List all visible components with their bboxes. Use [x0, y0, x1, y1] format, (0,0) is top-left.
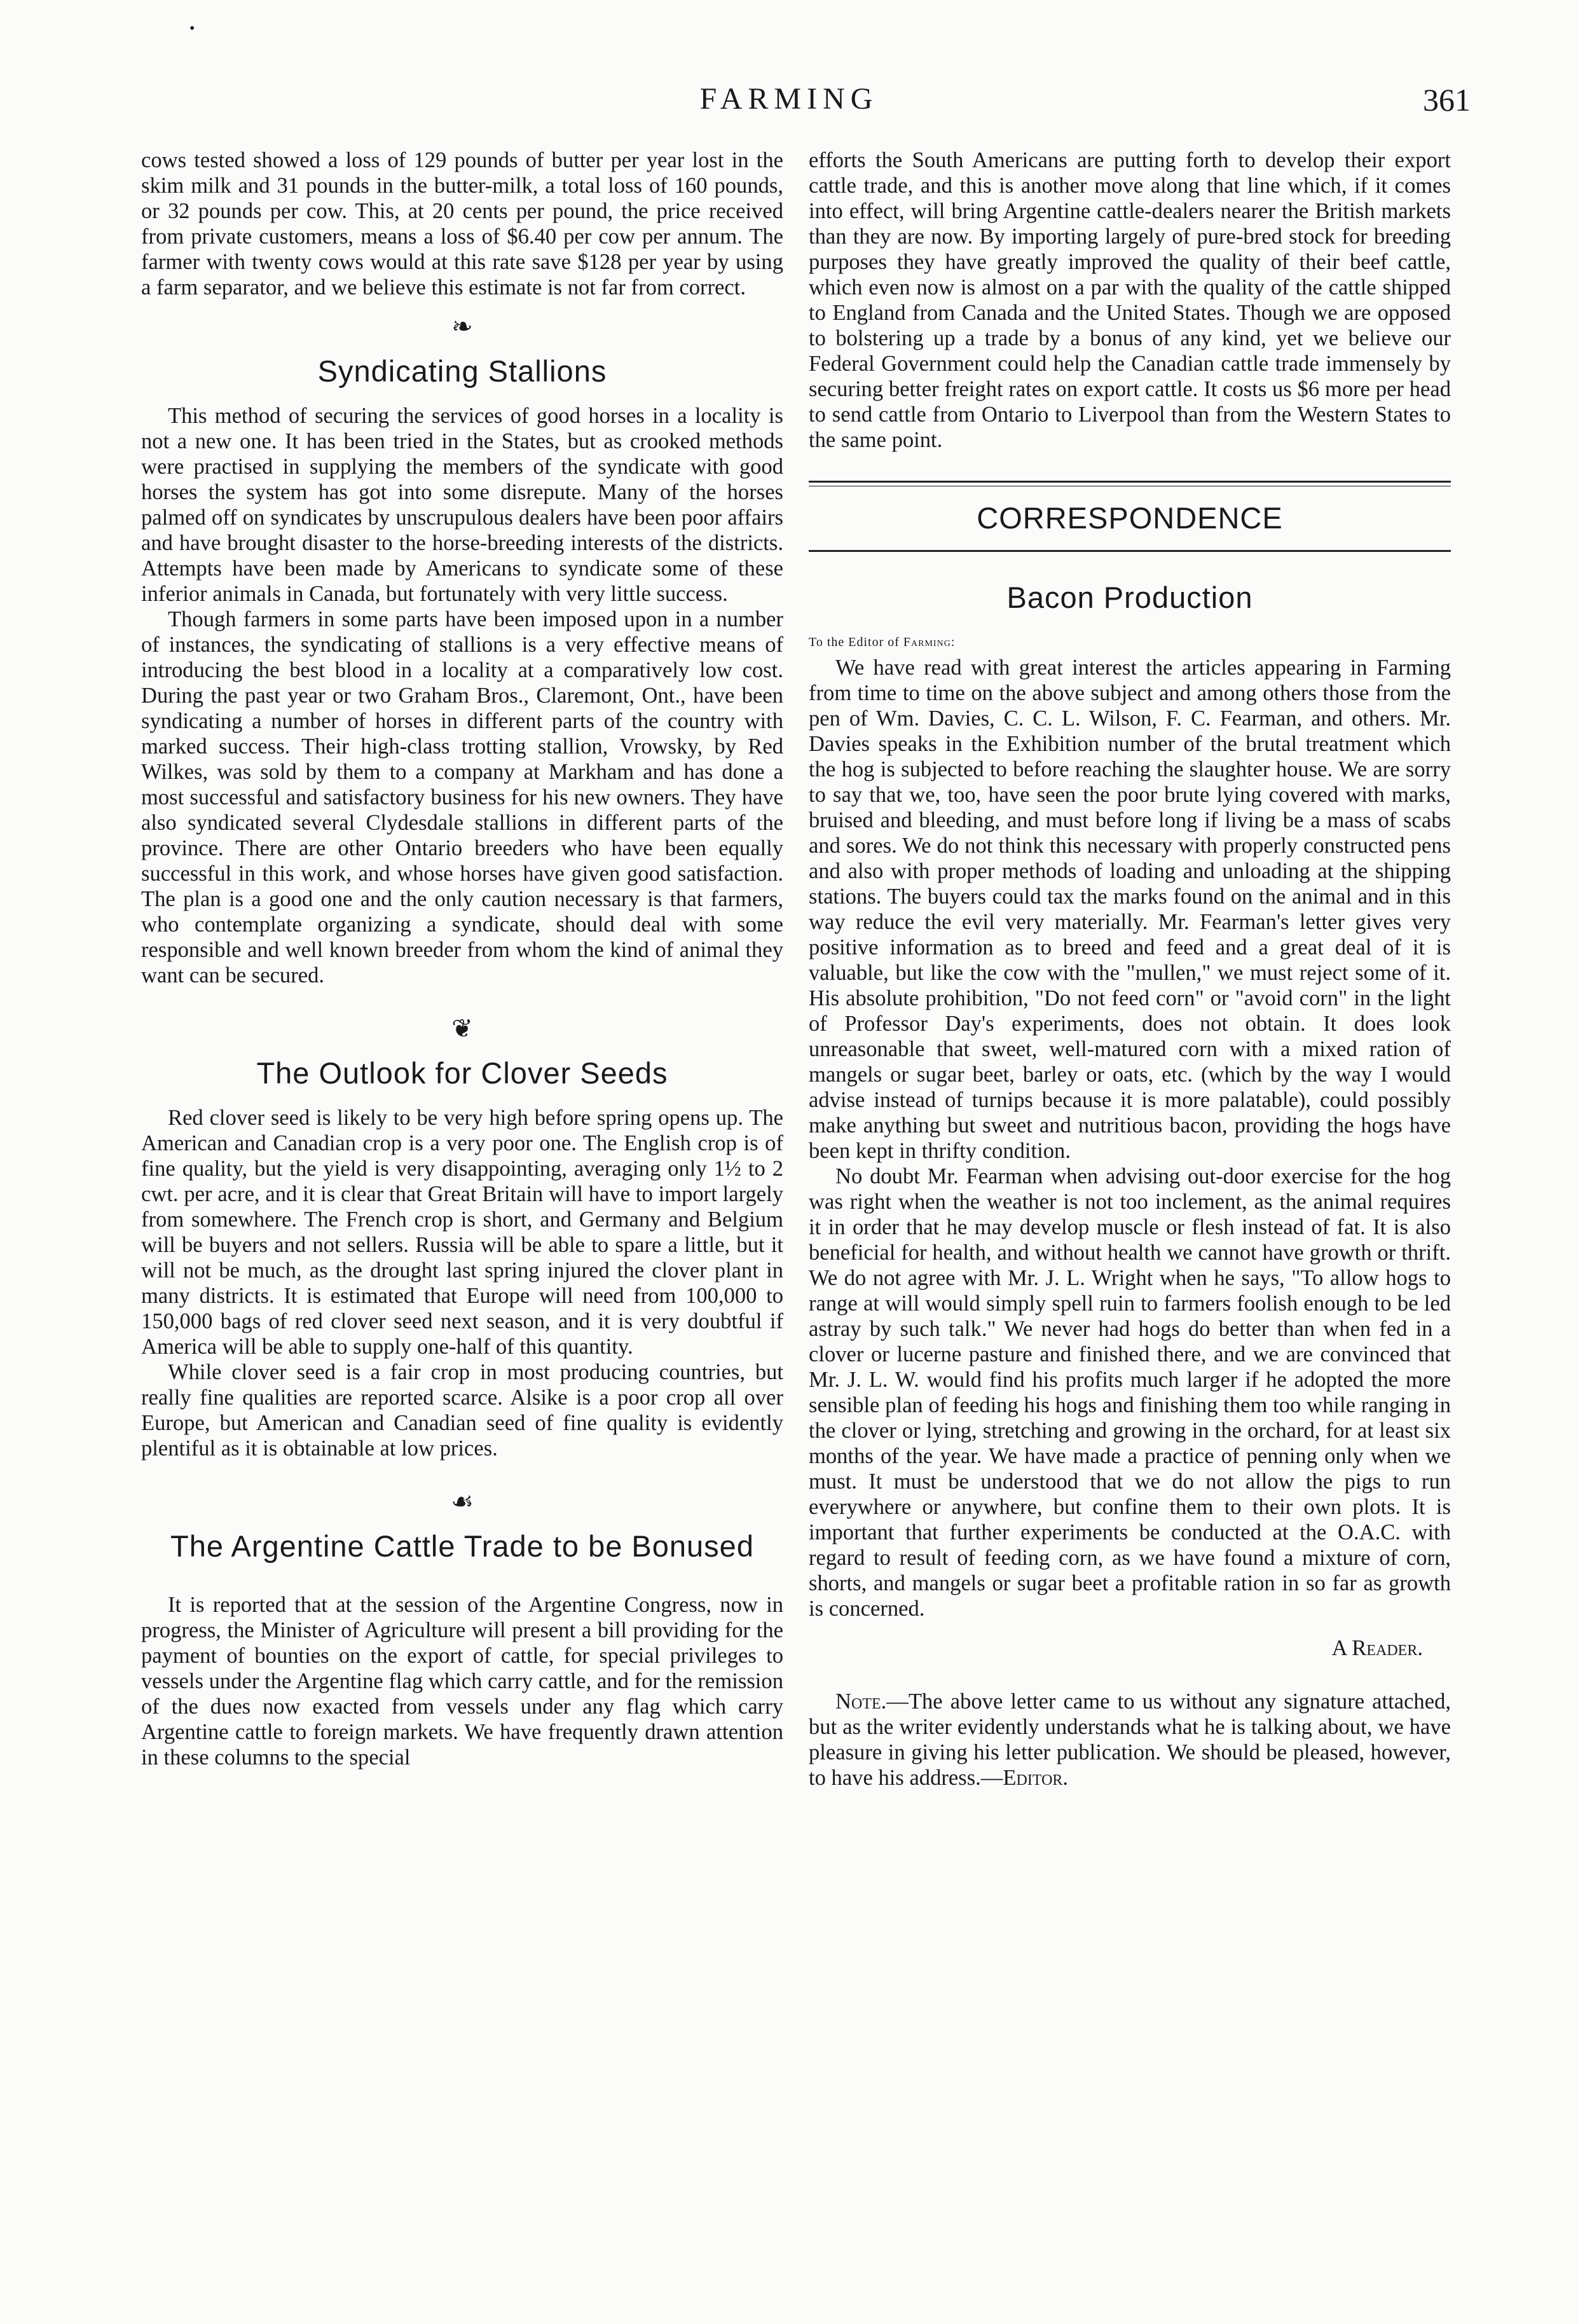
paragraph: Red clover seed is likely to be very high before spring opens up. The American and Canadian crop is a very poor one. The English crop is of fine quality, but the yield is very disappointing, averaging only 1½ to 2 cwt. per acre, and it is clear that Great Britain will have to import largely from somewhere. The French crop is short, and Germany and Belgium will be buyers and not sellers. Russia will be able to spare a little, but it will not be much, as the drought last spring injured the clover plant in many districts. It is estimated that Europe will need from 100,000 to 150,000 bags of red clover seed next season, and it is very doubtful if America will be able to supply one-half of this quantity.: [141, 1106, 783, 1359]
section-title-correspondence: CORRESPONDENCE: [977, 501, 1283, 535]
signature: A Reader.: [1331, 1636, 1423, 1660]
paragraph: efforts the South Americans are putting forth to develop their export cattle trade, and this is another move along that line which, if it comes into effect, will bring Argentine cattle-dealers nearer the British markets than they are now. By importing largely of pure-bred stock for breeding purposes they have greatly improved the quality of their beef cattle, which even now is almost on a par with the quality of the cattle shipped to England from Canada and the United States. Though we are opposed to bolstering up a trade by a bonus of any kind, yet we believe our Federal Government could help the Canadian cattle trade immensely by securing better freight rates on export cattle. It costs us $6 more per head to send cattle from Ontario to Liverpool than from the Western States to the same point.: [809, 148, 1451, 452]
heading-syndicating-stallions: Syndicating Stallions: [317, 354, 607, 388]
paragraph: This method of securing the services of good horses in a locality is not a new one. It has been tried in the States, but as crooked methods were practised in supplying the members of the syndicate with good horses the system has got into some disrepute. Many of the horses palmed off on syndicates by unscrupulous dealers have been poor affairs and have brought disaster to the horse-breeding interests of the districts. Attempts have been made by Americans to syndicate some of these inferior animals in Canada, but fortunately with very little success.: [141, 404, 783, 606]
heading-bacon-production: Bacon Production: [1006, 581, 1253, 614]
stray-mark: •: [189, 20, 195, 37]
paragraph: Though farmers in some parts have been imposed upon in a number of instances, the syndicating of stallions is a very effective means of introducing the best blood in a locality at a comparatively low cost. During the past year or two Graham Bros., Claremont, Ont., have been syndicating a number of horses in different parts of the country with marked success. Their high-class trotting stallion, Vrowsky, by Red Wilkes, was sold by them to a company at Markham and has done a most successful and satisfactory business for his new owners. They have also syndicated several Clydesdale stallions in different parts of the province. There are other Ontario breeders who have been equally successful in this work, and whose horses have given good satisfaction. The plan is a good one and the only caution necessary is that farmers, who contemplate organizing a syndicate, should deal with some responsible and well known breeder from whom the kind of animal they want can be secured.: [141, 607, 783, 987]
fleuron-ornament-icon: ☙: [451, 1487, 474, 1516]
page-header: [0, 81, 1578, 126]
fleuron-ornament-icon: ❦: [451, 1014, 473, 1043]
heading-argentine-cattle: The Argentine Cattle Trade to be Bonused: [170, 1529, 754, 1563]
note-label: Note.: [835, 1689, 887, 1714]
paragraph: We have read with great interest the articles appearing in Farming from time to time on the above subject and among others those from the pen of Wm. Davies, C. C. L. Wilson, F. C. Fearman, and others. Mr. Davies speaks in the Exhibition number of the brutal treatment which the hog is subjected to before reaching the slaughter house. We are sorry to say that we, too, have seen the poor brute lying covered with marks, bruised and bleeding, and must before long if living be a mass of scabs and sores. We do not think this necessary with properly constructed pens and also with proper methods of loading and unloading at the shipping stations. The buyers could tax the marks found on the animal and in this way reduce the evil very materially. Mr. Fearman's letter gives very positive information as to breed and feed and a great deal of it is valuable, but like the cow with the "mullen," we must reject some of it. His absolute prohibition, "Do not feed corn" or "avoid corn" in the light of Professor Day's experiments, does not obtain. It does look unreasonable that sweet, well-matured corn with a mixed ration of mangels or sugar beet, barley or oats, etc. (which by the way I would advise instead of turnips because it is more palatable), could possibly make anything but sweet and nutritious bacon, providing the hogs have been kept in thrifty condition.: [809, 656, 1451, 1163]
running-title: FARMING: [699, 82, 879, 116]
paragraph: It is reported that at the session of the Argentine Congress, now in progress, the Minister of Agriculture will present a bill providing for the payment of bounties on the export of cattle, for special privileges to vessels under the Argentine flag which carry cattle, and for the remission of the dues now exacted from vessels under any flag which carry Argentine cattle to foreign markets. We have frequently drawn attention in these columns to the special: [141, 1593, 783, 1770]
paragraph: While clover seed is a fair crop in most producing countries, but really fine qualities are reported scarce. Alsike is a poor crop all over Europe, but American and Canadian seed of fine quality is evidently plentiful as it is obtainable at low prices.: [141, 1360, 783, 1461]
double-rule: [809, 481, 1451, 486]
page-number: 361: [1423, 82, 1471, 118]
fleuron-ornament-icon: ❧: [451, 312, 473, 341]
paragraph: No doubt Mr. Fearman when advising out-door exercise for the hog was right when the weather is not too inclement, as the animal requires it in order that he may develop muscle or flesh instead of fat. It is also beneficial for health, and without health we cannot have growth or thrift. We do not agree with Mr. J. L. Wright when he says, "To allow hogs to range at will would simply spell ruin to farmers foolish enough to be led astray by such talk." We never had hogs do better than when fed in a clover or lucerne pasture and finished there, and we are convinced that Mr. J. L. W. would find his profits much larger if he adopted the more sensible plan of feeding his hogs and finishing them too while ranging in the clover or lying, stretching and growing in the orchard, for at least six months of the year. We have made a practice of penning only when we must. It must be understood that we do not allow the pigs to run everywhere or anywhere, but confine them to their own plots. It is important that further experiments be conducted at the O.A.C. with regard to result of feeding corn, as we have found a mixture of corn, shorts, and mangels or sugar beet a profitable ration in so far as growth is concerned.: [809, 1164, 1451, 1621]
note-text: —The above letter came to us without any signature attached, but as the writer evidently understands what he is talking about, we have pleasure in giving his letter publication. We should be pleased, however, to have his address.—: [809, 1689, 1451, 1790]
salutation: [809, 629, 1451, 655]
heading-clover-seeds: The Outlook for Clover Seeds: [256, 1056, 668, 1090]
right-column: [809, 148, 1451, 1791]
salutation-text: To the Editor of: [809, 635, 903, 649]
editor-note: [809, 1689, 1451, 1791]
salutation-periodical: Farming: [903, 635, 951, 649]
salutation-colon: :: [950, 635, 956, 649]
paragraph: cows tested showed a loss of 129 pounds of butter per year lost in the skim milk and 31 pounds in the butter-milk, a total loss of 160 pounds, or 32 pounds per cow. This, at 20 cents per pound, the price received from private customers, means a loss of $6.40 per cow per annum. The farmer with twenty cows would at this rate save $128 per year by using a farm separator, and we believe this estimate is not far from correct.: [141, 148, 783, 299]
note-editor: Editor.: [1003, 1766, 1069, 1790]
left-column: [141, 148, 783, 1770]
